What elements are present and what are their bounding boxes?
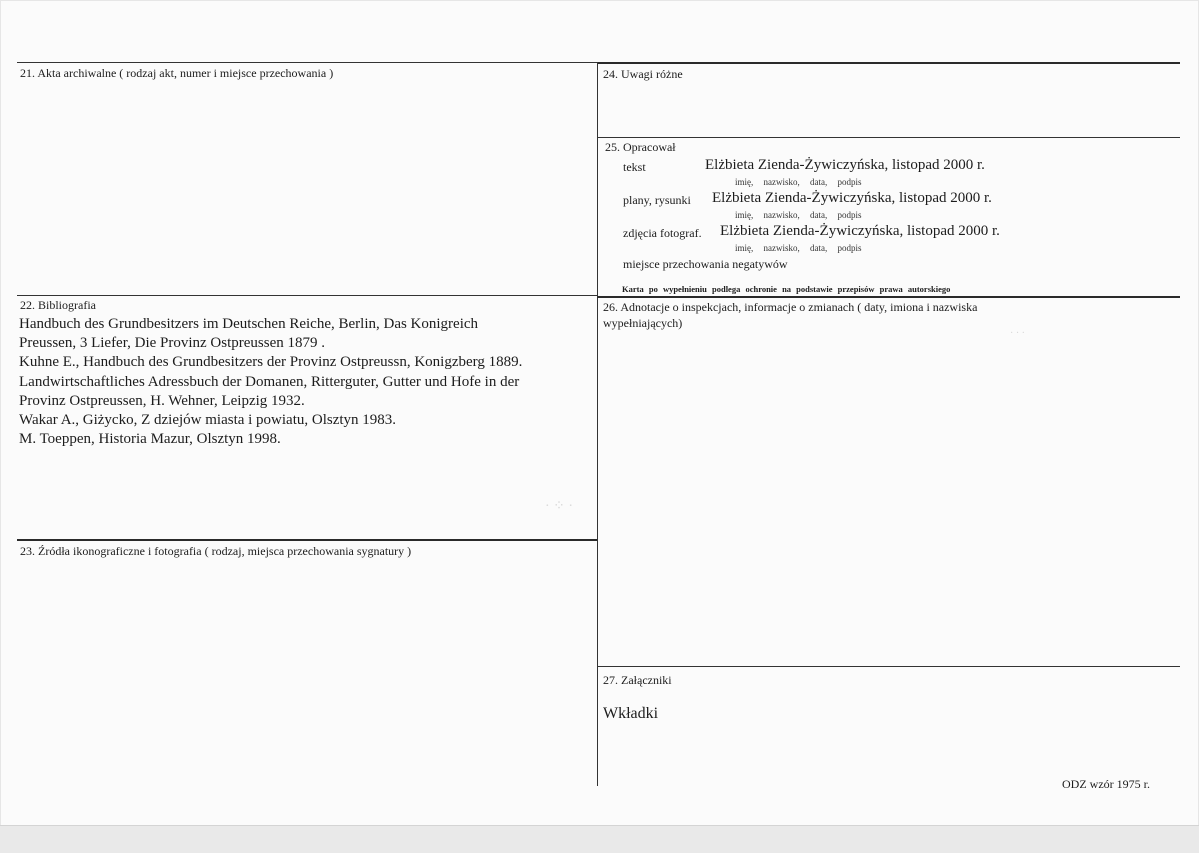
section-25-label: 25. Opracował [605,140,676,154]
bibliography-line: Wakar A., Giżycko, Z dziejów miasta i powiatu, Olsztyn 1983. [19,412,397,429]
top-rule-left [17,62,597,63]
author-plans-value: Elżbieta Zienda-Żywiczyńska, listopad 2000 r. [712,190,992,206]
bibliography-line: Provinz Ostpreussen, H. Wehner, Leipzig 1932. [19,392,305,409]
copyright-note: Karta po wypełnieniu podlega ochronie na podstawie przepisów prawa autorskiego [622,284,951,294]
section-22-label: 22. Bibliografia [20,298,96,312]
rule-25-26 [597,296,1180,298]
section-26-label-line1: 26. Adnotacje o inspekcjach, informacje o zmianach ( daty, imiona i nazwiska [603,300,978,314]
bibliography-list [19,315,599,449]
attachments-value: Wkładki [603,705,659,722]
negatives-location-label: miejsce przechowania negatywów [623,257,788,271]
bleed-through-mark: · · · [1010,328,1025,339]
top-rule-right [597,62,1180,64]
author-photos-value: Elżbieta Zienda-Żywiczyńska, listopad 2000 r. [720,223,1000,239]
rule-21-22 [17,295,597,296]
section-23-label: 23. Źródła ikonograficzne i fotografia ( rodzaj, miejsca przechowania sygnatury ) [20,544,412,558]
author-text-caption: imię, nazwisko, data, podpis [735,177,862,187]
author-photos-label: zdjęcia fotograf. [623,226,702,240]
author-text-label: tekst [623,160,646,174]
author-plans-caption: imię, nazwisko, data, podpis [735,210,862,220]
bibliography-line: M. Toeppen, Historia Mazur, Olsztyn 1998. [19,431,281,448]
bibliography-line: Kuhne E., Handbuch des Grundbesitzers der Provinz Ostpreussn, Konigzberg 1889. [19,354,523,371]
author-text-value: Elżbieta Zienda-Żywiczyńska, listopad 2000 r. [705,157,985,173]
bibliography-line: Landwirtschaftliches Adressbuch der Domanen, Ritterguter, Gutter und Hofe in der [19,373,520,390]
bleed-through-mark: · ⁘ · [545,499,574,514]
rule-24-25 [597,137,1180,138]
author-plans-label: plany, rysunki [623,193,691,207]
section-26-label-line2: wypełniających) [603,316,683,330]
section-27-label: 27. Załączniki [603,673,672,687]
section-21-label: 21. Akta archiwalne ( rodzaj akt, numer i miejsce przechowania ) [20,66,334,80]
form-code: ODZ wzór 1975 r. [1062,777,1150,791]
section-24-label: 24. Uwagi różne [603,67,683,81]
bibliography-line: Preussen, 3 Liefer, Die Provinz Ostpreussen 1879 . [19,335,326,352]
scan-border [0,825,1199,853]
rule-22-23 [17,539,597,541]
bibliography-line: Handbuch des Grundbesitzers im Deutschen Reiche, Berlin, Das Konigreich [19,316,479,332]
rule-26-27 [597,666,1180,667]
author-photos-caption: imię, nazwisko, data, podpis [735,243,862,253]
